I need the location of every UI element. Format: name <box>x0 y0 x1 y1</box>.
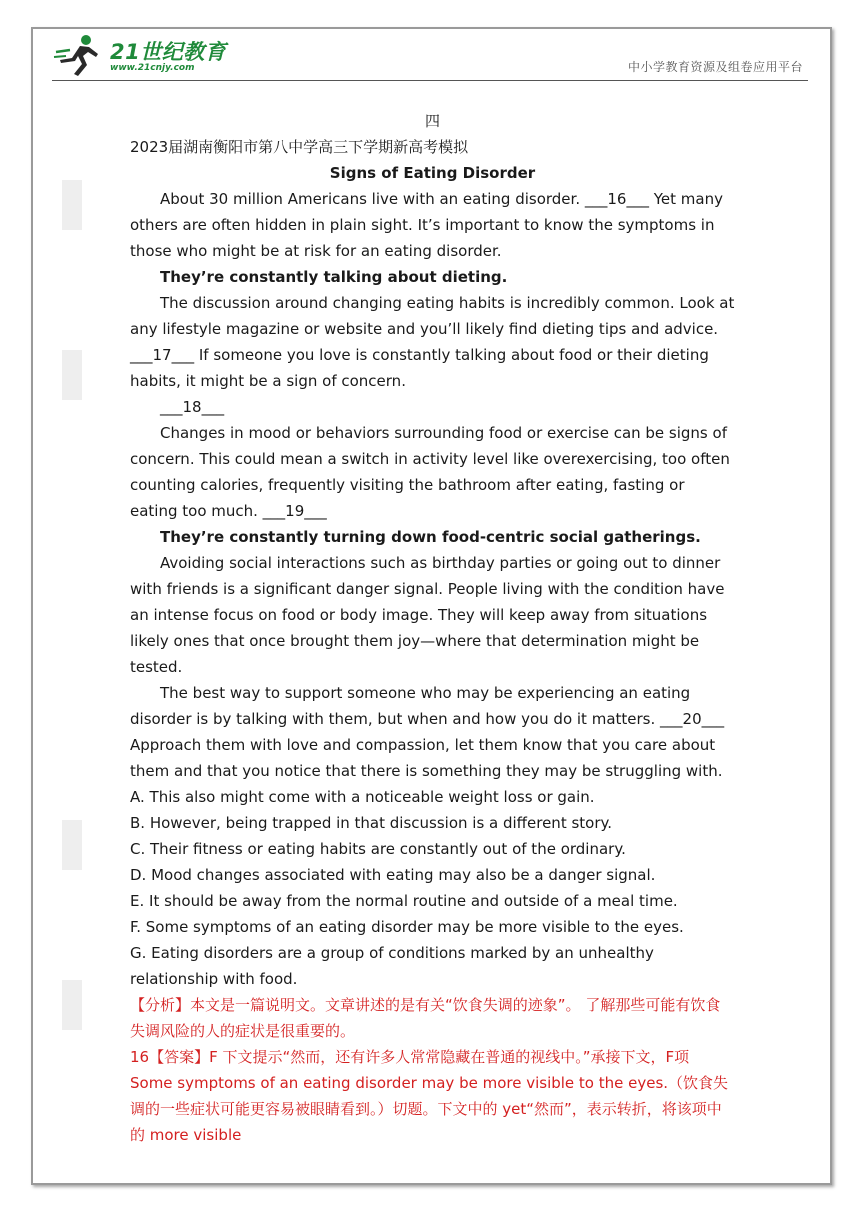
page-header <box>52 30 808 80</box>
paragraph-1: About 30 million Americans live with an eating disorder. ___16___ Yet many others are often hidden in plain sight. It’s important to know the symptoms in those who might be at risk for an eating disorder. <box>130 190 723 260</box>
option-b: B. However, being trapped in that discussion is a different story. <box>130 814 613 832</box>
paragraph-2: The discussion around changing eating habits is incredibly common. Look at any lifestyle magazine or website and you’ll likely find dieting tips and advice. ___17___ If someone you love is constantly talking about food or their dieting habits, it might be a sign of concern. <box>130 294 735 390</box>
heading-1: They’re constantly talking about dieting. <box>160 268 508 286</box>
site-logo <box>52 32 242 78</box>
logo-text: 21世纪教育 <box>110 40 227 64</box>
option-c: C. Their fitness or eating habits are constantly out of the ordinary. <box>130 840 626 858</box>
paragraph-4: Avoiding social interactions such as birthday parties or going out to dinner with friends is a significant danger signal. People living with the condition have an intense focus on food or body image. They will keep away from situations likely ones that once brought them joy—where that determination might be tested. <box>130 554 725 676</box>
option-e: E. It should be away from the normal routine and outside of a meal time. <box>130 892 678 910</box>
header-slogan: 中小学教育资源及组卷应用平台 <box>627 60 803 74</box>
document-body <box>130 108 735 1148</box>
header-divider <box>52 80 808 81</box>
article-title: Signs of Eating Disorder <box>329 164 536 182</box>
runner-icon <box>52 32 108 78</box>
logo-url: www.21cnjy.com <box>110 63 195 73</box>
option-f: F. Some symptoms of an eating disorder may be more visible to the eyes. <box>130 918 684 936</box>
heading-3: They’re constantly turning down food-centric social gatherings. <box>160 528 701 546</box>
answer-16: 16【答案】F 下文提示“然而，还有许多人常常隐藏在普通的视线中。”承接下文，F项 Some symptoms of an eating disorder may be more visible to the eyes.（饮食失调的一些症状可能更容易被眼睛看到。）切题。下文中的 yet“然而”，表示转折，将该项中的 more visible <box>130 1048 729 1144</box>
analysis-text: 【分析】本文是一篇说明文。文章讲述的是有关“饮食失调的迹象”。 了解那些可能有饮食失调风险的人的症状是很重要的。 <box>130 996 721 1040</box>
paragraph-5: The best way to support someone who may be experiencing an eating disorder is by talking with them, but when and how you do it matters. ___20___ Approach them with love and compassion, let them know that you care about them and that you notice that there is something they may be struggling with. <box>130 684 725 780</box>
option-a: A. This also might come with a noticeable weight loss or gain. <box>130 788 595 806</box>
section-number: 四 <box>424 112 440 130</box>
heading-2-blank: ___18___ <box>160 398 225 416</box>
option-d: D. Mood changes associated with eating may also be a danger signal. <box>130 866 656 884</box>
option-g: G. Eating disorders are a group of conditions marked by an unhealthy relationship with food. <box>130 944 654 988</box>
source-line: 2023届湖南衡阳市第八中学高三下学期新高考模拟 <box>130 138 469 156</box>
paragraph-3: Changes in mood or behaviors surrounding food or exercise can be signs of concern. This could mean a switch in activity level like overexercising, too often counting calories, frequently visiting the bathroom after eating, fasting or eating too much. ___19___ <box>130 424 730 520</box>
